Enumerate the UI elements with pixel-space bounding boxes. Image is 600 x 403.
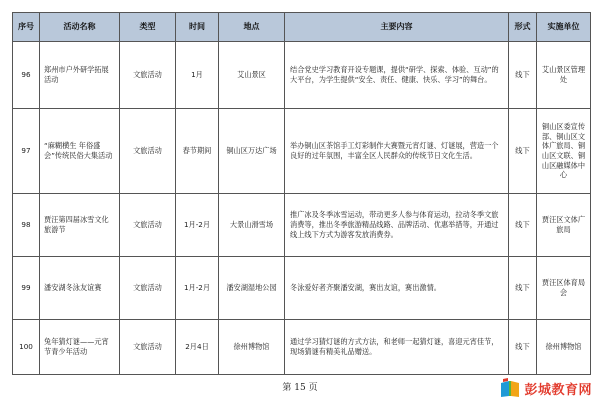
cell-name: “麻糊横生 年俗盛会”传统民俗大集活动 [40,109,120,194]
cell-place: 潘安湖湿地公园 [219,257,285,320]
cell-time: 春节期间 [176,109,219,194]
cell-no: 99 [13,257,40,320]
cell-name: 潘安湖冬泳友谊赛 [40,257,120,320]
cell-no: 97 [13,109,40,194]
cell-type: 文旅活动 [120,194,176,257]
cell-time: 1月 [176,42,219,109]
cell-content: 举办铜山区茶馆手工灯彩制作大赛暨元宵灯谜、灯谜展，营造一个良好的过年氛围，丰富全区人民群众的传统节日文化生活。 [285,109,509,194]
cell-form: 线下 [509,109,537,194]
header-type: 类型 [120,13,176,42]
cell-no: 96 [13,42,40,109]
cell-type: 文旅活动 [120,109,176,194]
cell-no: 98 [13,194,40,257]
logo-text: 彭城教育网 [524,382,592,398]
cell-time: 1月-2月 [176,257,219,320]
cell-content: 结合党史学习教育开设专题课，提供“研学、探索、体验、互动”的大平台，为学生提供“安全、责任、健康、快乐、学习”的舞台。 [285,42,509,109]
table-row [13,194,591,257]
header-place: 地点 [219,13,285,42]
cell-place: 大景山滑雪场 [219,194,285,257]
cell-name: 贾汪第四届冰雪文化旅游节 [40,194,120,257]
cell-form: 线下 [509,320,537,375]
cell-unit: 徐州博物馆 [537,320,591,375]
cell-content: 推广冰及冬季冰雪运动，带动更多人参与体育运动，拉动冬季文旅消费等，推出冬季旅游精品线路、品牌活动、优惠举措等，开通过线上线下方式为游客发放消费券。 [285,194,509,257]
cell-form: 线下 [509,194,537,257]
cell-time: 1月-2月 [176,194,219,257]
cell-place: 徐州博物馆 [219,320,285,375]
cell-time: 2月4日 [176,320,219,375]
cell-form: 线下 [509,257,537,320]
cell-content: 通过学习猜灯谜的方式方法，和老师一起猜灯谜，喜迎元宵佳节，现场猜谜有精美礼品赠送。 [285,320,509,375]
cell-type: 文旅活动 [120,320,176,375]
cell-type: 文旅活动 [120,42,176,109]
cell-unit: 铜山区委宣传部、铜山区文体广旅局、铜山区文联、铜山区融媒体中心 [537,109,591,194]
table-row [13,320,591,375]
cell-content: 冬泳爱好者齐聚潘安湖，赛出友谊，赛出激情。 [285,257,509,320]
table-header-row [13,13,591,42]
cell-unit: 贾汪区体育局会 [537,257,591,320]
header-content: 主要内容 [285,13,509,42]
page-number: 第 15 页 [282,383,318,393]
table-row [13,109,591,194]
cell-name: 郑州市户外研学拓展活动 [40,42,120,109]
header-no: 序号 [13,13,40,42]
header-form: 形式 [509,13,537,42]
table-row [13,42,591,109]
cell-unit: 贾汪区文体广旅局 [537,194,591,257]
cell-form: 线下 [509,42,537,109]
cell-no: 100 [13,320,40,375]
activities-table [12,12,591,375]
cell-type: 文旅活动 [120,257,176,320]
header-name: 活动名称 [40,13,120,42]
cell-place: 铜山区万达广场 [219,109,285,194]
cell-place: 艾山景区 [219,42,285,109]
table-row [13,257,591,320]
header-unit: 实施单位 [537,13,591,42]
book-logo-icon [499,377,521,399]
cell-unit: 艾山景区管理处 [537,42,591,109]
cell-name: 兔年猜灯谜——元宵节青少年活动 [40,320,120,375]
header-time: 时间 [176,13,219,42]
site-logo [499,377,592,399]
